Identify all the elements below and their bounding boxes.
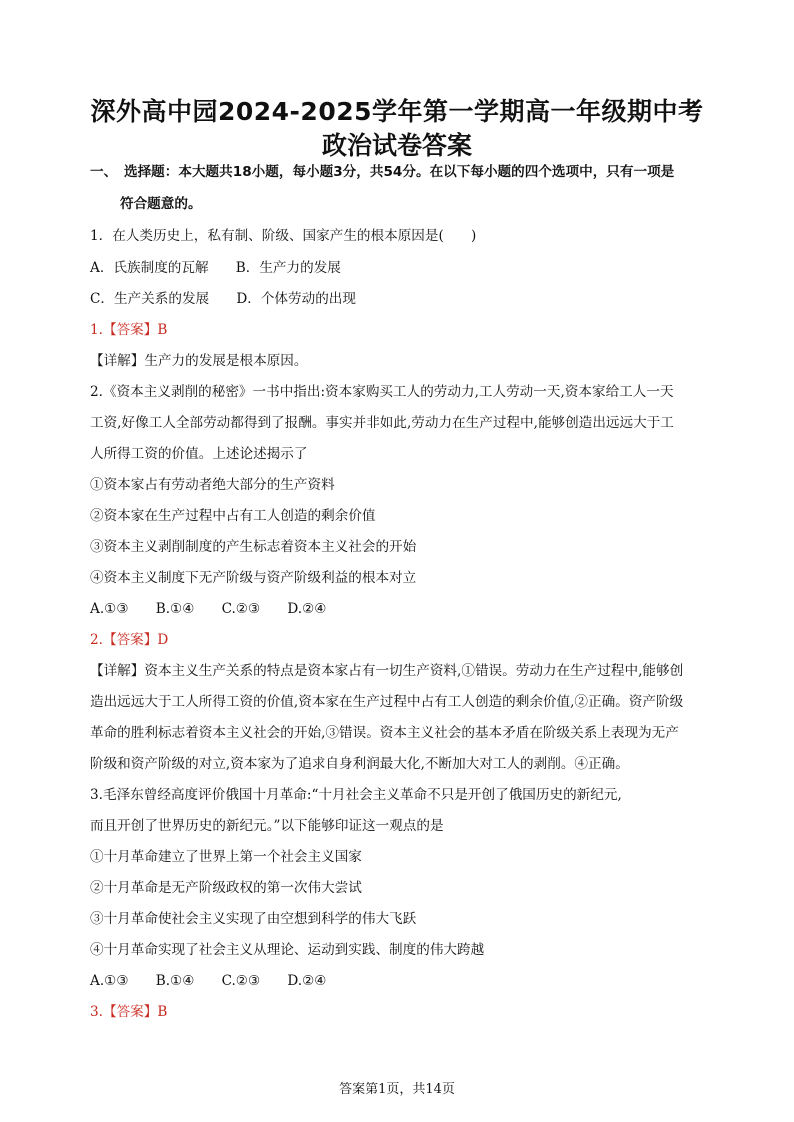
question-statement: ②资本家在生产过程中占有工人创造的剩余价值 xyxy=(90,508,376,524)
exam-subtitle: 政治试卷答案 xyxy=(321,131,472,160)
question-stem: 2.《资本主义剥削的秘密》一书中指出:资本家购买工人的劳动力,工人劳动一天,资本家给工人一天 xyxy=(90,384,674,400)
question-statement: ④资本主义制度下无产阶级与资产阶级利益的根本对立 xyxy=(90,570,417,586)
question-stem: 3.毛泽东曾经高度评价俄国十月革命:“十月社会主义革命不只是开创了俄国历史的新纪元, xyxy=(90,787,622,803)
answer-detail: 造出远远大于工人所得工资的价值,资本家在生产过程中占有工人创造的剩余价值,②正确。资产阶级 xyxy=(90,694,684,710)
answer-detail: 【详解】生产力的发展是根本原因。 xyxy=(90,353,308,369)
section-number: 一、 xyxy=(90,164,118,180)
answer-detail: 阶级和资产阶级的对立,资本家为了追求自身利润最大化,不断加大对工人的剥削。④正确。 xyxy=(90,756,629,772)
answer-detail: 【详解】资本主义生产关系的特点是资本家占有一切生产资料,①错误。劳动力在生产过程中,能够创 xyxy=(90,663,684,679)
question-option: A．氏族制度的瓦解 B．生产力的发展 xyxy=(90,260,341,276)
question-statement: ④十月革命实现了社会主义从理论、运动到实践、制度的伟大跨越 xyxy=(90,942,485,958)
question-stem: 而且开创了世界历史的新纪元。”以下能够印证这一观点的是 xyxy=(90,818,444,834)
answer-detail: 革命的胜利标志着资本主义社会的开始,③错误。资本主义社会的基本矛盾在阶级关系上表现为无产 xyxy=(90,725,679,741)
question-option: A.①③ B.①④ C.②③ D.②④ xyxy=(90,973,327,989)
question-option: A.①③ B.①④ C.②③ D.②④ xyxy=(90,601,327,617)
question-option: C．生产关系的发展 D．个体劳动的出现 xyxy=(90,291,356,307)
question-statement: ③资本主义剥削制度的产生标志着资本主义社会的开始 xyxy=(90,539,417,555)
answer-label: 2.【答案】D xyxy=(90,632,169,648)
answer-label: 3.【答案】B xyxy=(90,1004,168,1020)
section-instruction-cont: 符合题意的。 xyxy=(120,196,202,212)
section-instruction: 选择题：本大题共18小题，每小题3分，共54分。在以下每小题的四个选项中，只有一项是 xyxy=(124,164,675,180)
question-statement: ①资本家占有劳动者绝大部分的生产资料 xyxy=(90,477,335,493)
question-statement: ③十月革命使社会主义实现了由空想到科学的伟大飞跃 xyxy=(90,911,417,927)
question-stem: 人所得工资的价值。上述论述揭示了 xyxy=(90,446,308,462)
exam-title: 深外高中园2024-2025学年第一学期高一年级期中考 xyxy=(90,97,704,126)
answer-label: 1.【答案】B xyxy=(90,322,168,338)
question-statement: ②十月革命是无产阶级政权的第一次伟大尝试 xyxy=(90,880,362,896)
question-stem: 工资,好像工人全部劳动都得到了报酬。事实并非如此,劳动力在生产过程中,能够创造出远远大于工 xyxy=(90,415,674,431)
question-stem: 1．在人类历史上，私有制、阶级、国家产生的根本原因是( ) xyxy=(90,228,477,244)
question-statement: ①十月革命建立了世界上第一个社会主义国家 xyxy=(90,849,362,865)
page-footer: 答案第1页，共14页 xyxy=(339,1082,455,1097)
